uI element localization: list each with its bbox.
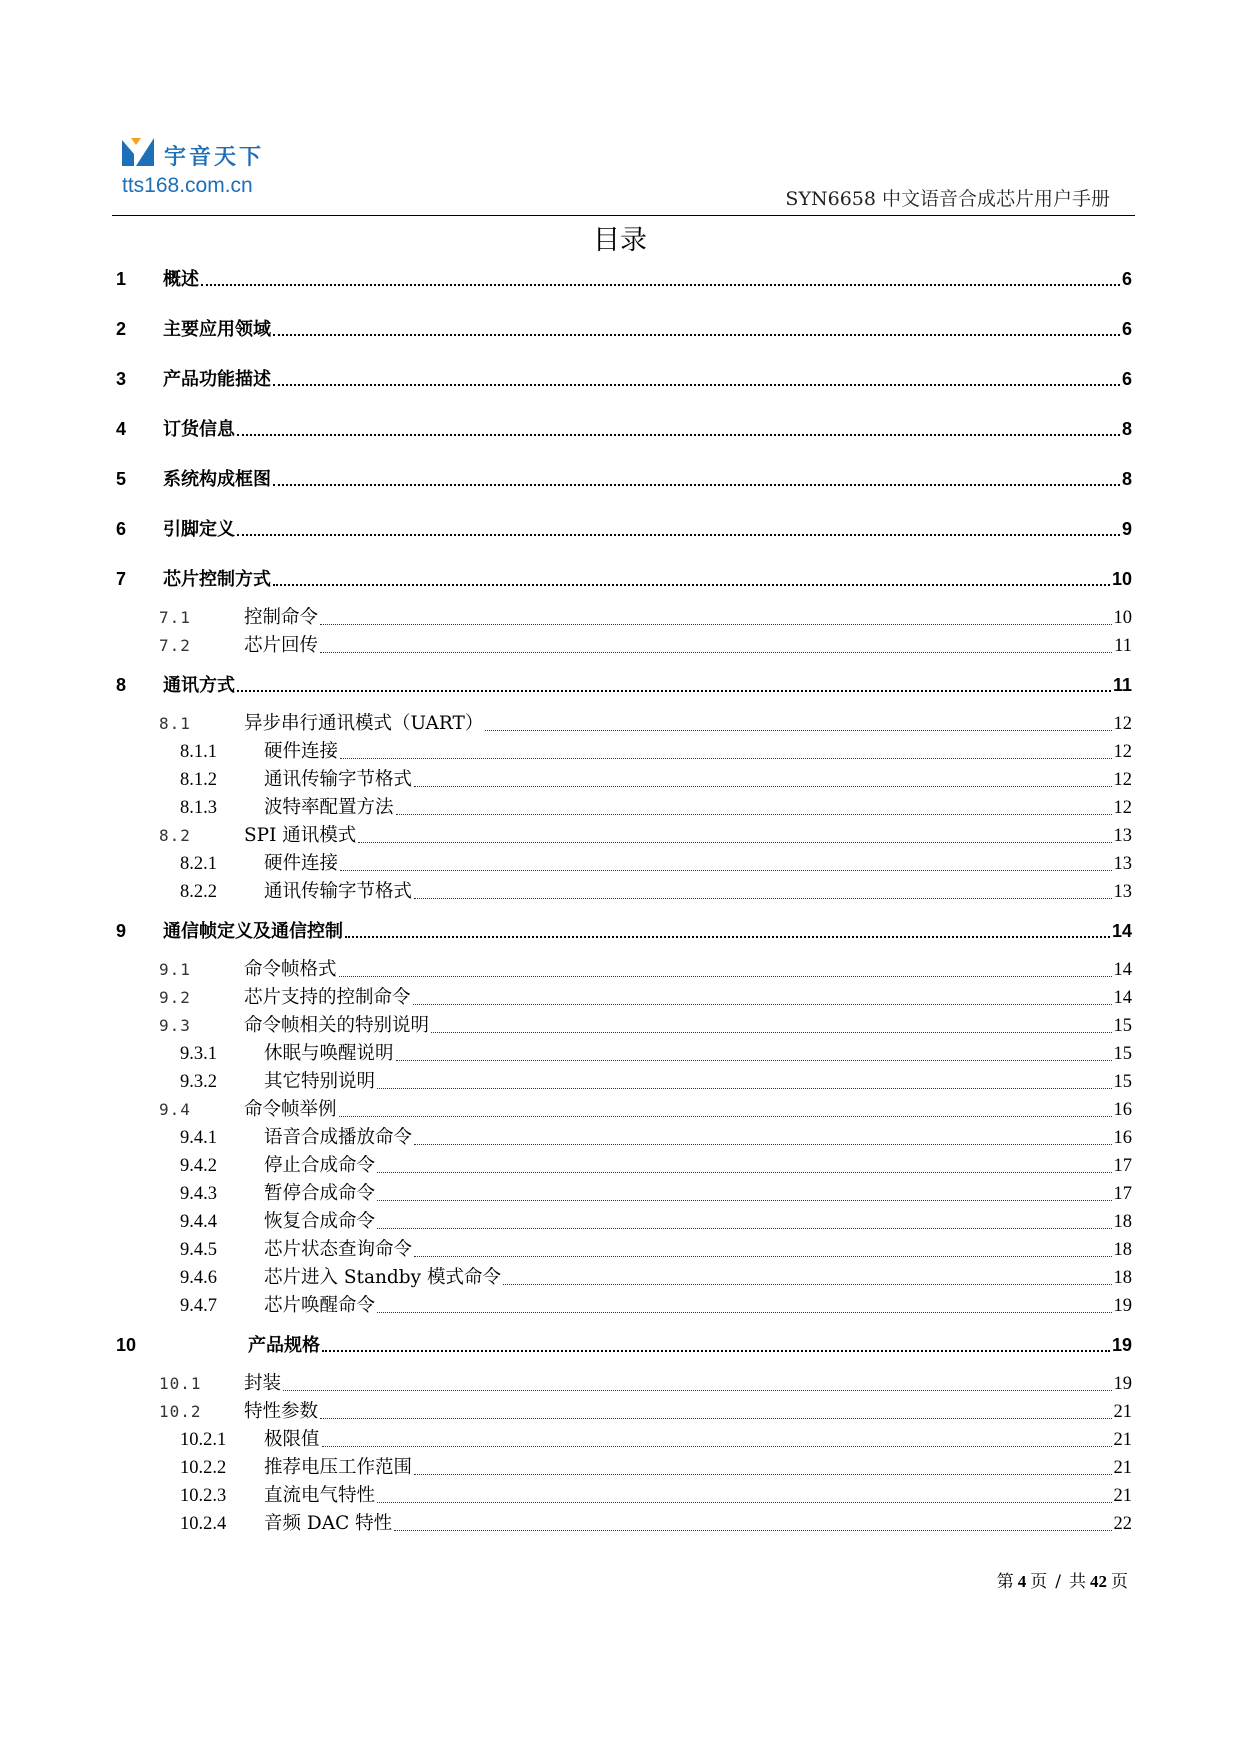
toc-entry-title: 芯片进入 Standby 模式命令 [264, 1267, 501, 1288]
toc-entry-page: 19 [1113, 1296, 1132, 1316]
toc-entry-title: 芯片状态查询命令 [264, 1239, 413, 1260]
toc-entry-page: 18 [1113, 1212, 1132, 1232]
toc-entry[interactable] [112, 1264, 1132, 1292]
toc-entry-page: 21 [1113, 1430, 1132, 1450]
toc-entry-number: 6 [116, 519, 127, 539]
toc-entry-title: 异步串行通讯模式（UART） [244, 713, 484, 734]
toc-entry-number: 10.2.1 [180, 1430, 227, 1450]
toc-entry-title: 概述 [163, 269, 199, 289]
toc-entry-title: 命令帧格式 [244, 959, 337, 980]
toc-dot-leader [414, 786, 1111, 787]
toc-entry[interactable] [112, 604, 1132, 632]
toc-entry-title: 极限值 [264, 1429, 320, 1450]
toc-entry[interactable] [112, 794, 1132, 822]
toc-entry-page: 12 [1113, 798, 1132, 818]
toc-entry[interactable] [112, 906, 1132, 956]
toc-entry-number: 9.3 [159, 1016, 191, 1035]
toc-entry[interactable] [112, 1398, 1132, 1426]
toc-entry-page: 19 [1113, 1374, 1132, 1394]
toc-dot-leader [414, 1144, 1111, 1145]
footer-total-pages: 42 [1090, 1572, 1107, 1591]
toc-entry[interactable] [112, 454, 1132, 504]
toc-entry-title: 暂停合成命令 [264, 1183, 376, 1204]
toc-entry[interactable] [112, 1180, 1132, 1208]
toc-dot-leader [377, 1200, 1111, 1201]
toc-dot-leader [273, 584, 1110, 586]
toc-entry-number: 7.2 [159, 636, 191, 655]
footer-sep: / [1055, 1572, 1061, 1592]
toc-entry-page: 13 [1113, 854, 1132, 874]
toc-entry-title: 命令帧相关的特别说明 [244, 1015, 430, 1036]
toc-dot-leader [320, 624, 1111, 625]
toc-entry-number: 8.1.3 [180, 798, 217, 818]
toc-entry-number: 9.2 [159, 988, 191, 1007]
toc-entry-number: 9.4.5 [180, 1240, 217, 1260]
toc-entry-title: 其它特别说明 [264, 1071, 376, 1092]
toc-entry[interactable] [112, 1292, 1132, 1320]
toc-entry-page: 6 [1121, 319, 1132, 339]
toc-entry-title: 芯片回传 [244, 635, 319, 656]
toc-entry-title: 恢复合成命令 [264, 1211, 376, 1232]
toc-entry-title: 引脚定义 [163, 519, 235, 539]
toc-entry-page: 19 [1111, 1335, 1132, 1355]
toc-entry-page: 21 [1113, 1458, 1132, 1478]
toc-entry-title: 芯片唤醒命令 [264, 1295, 376, 1316]
toc-entry-number: 1 [116, 269, 127, 289]
toc-entry[interactable] [112, 404, 1132, 454]
header-divider [112, 215, 1135, 216]
footer-mid: 页 [1030, 1572, 1048, 1592]
toc-dot-leader [377, 1088, 1111, 1089]
toc-entry-page: 15 [1113, 1044, 1132, 1064]
toc-dot-leader [283, 1390, 1111, 1391]
toc-entry-page: 13 [1113, 882, 1132, 902]
toc-entry-number: 10 [116, 1335, 137, 1355]
toc-entry-page: 12 [1113, 742, 1132, 762]
toc-entry-number: 8.2.2 [180, 882, 217, 902]
toc-entry-number: 9.4.7 [180, 1296, 217, 1316]
toc-entry-number: 9.4 [159, 1100, 191, 1119]
toc-dot-leader [201, 284, 1120, 286]
toc-entry[interactable] [112, 1426, 1132, 1454]
toc-entry-page: 11 [1112, 675, 1132, 695]
toc-entry-page: 8 [1121, 419, 1132, 439]
toc-dot-leader [320, 1418, 1111, 1419]
toc-entry-number: 10.2.2 [180, 1458, 227, 1478]
toc-entry[interactable] [112, 710, 1132, 738]
toc-entry-number: 9.4.1 [180, 1128, 217, 1148]
toc-entry-number: 4 [116, 419, 127, 439]
toc-dot-leader [377, 1228, 1111, 1229]
toc-entry-title: 产品功能描述 [163, 369, 271, 389]
footer-total-prefix: 共 [1069, 1572, 1086, 1592]
toc-entry-page: 14 [1113, 988, 1132, 1008]
toc-dot-leader [414, 1474, 1111, 1475]
toc-dot-leader [377, 1502, 1111, 1503]
toc-entry-page: 16 [1113, 1100, 1132, 1120]
toc-entry-title: 系统构成框图 [163, 469, 271, 489]
toc-entry-number: 10.2 [159, 1402, 202, 1421]
toc-entry[interactable] [112, 1040, 1132, 1068]
toc-entry-page: 10 [1111, 569, 1132, 589]
toc-dot-leader [273, 334, 1120, 336]
page-footer [993, 1567, 1132, 1592]
toc-entry-title: 芯片支持的控制命令 [244, 987, 411, 1008]
toc-entry-number: 8.1 [159, 714, 191, 733]
toc-entry[interactable] [112, 632, 1132, 660]
toc-entry-number: 5 [116, 469, 127, 489]
toc-entry-title: 通讯传输字节格式 [264, 881, 413, 902]
toc-dot-leader [431, 1032, 1111, 1033]
toc-entry[interactable] [112, 738, 1132, 766]
toc-entry-title: 通信帧定义及通信控制 [163, 921, 343, 941]
toc-entry-number: 8.1.2 [180, 770, 217, 790]
toc-entry[interactable] [112, 1152, 1132, 1180]
toc-dot-leader [339, 1116, 1112, 1117]
toc-entry-title: 主要应用领域 [163, 319, 271, 339]
toc-entry-page: 10 [1113, 608, 1132, 628]
toc-entry-number: 9.4.6 [180, 1268, 217, 1288]
toc-entry[interactable] [112, 354, 1132, 404]
toc-entry-title: 特性参数 [244, 1401, 319, 1422]
toc-entry-page: 14 [1111, 921, 1132, 941]
table-of-contents [112, 254, 1132, 1538]
toc-entry-title: 通讯方式 [163, 675, 235, 695]
toc-entry[interactable] [112, 1124, 1132, 1152]
toc-entry-page: 12 [1113, 714, 1132, 734]
footer-prefix: 第 [996, 1572, 1014, 1592]
toc-entry[interactable] [112, 1320, 1132, 1370]
toc-entry-page: 18 [1113, 1240, 1132, 1260]
toc-entry-number: 8 [116, 675, 127, 695]
logo-url: tts168.com.cn [122, 174, 253, 197]
toc-heading: 目录 [593, 225, 647, 256]
toc-entry-number: 9.3.2 [180, 1072, 217, 1092]
toc-entry-number: 8.2 [159, 826, 191, 845]
toc-dot-leader [396, 814, 1112, 815]
toc-entry-number: 10.2.3 [180, 1486, 227, 1506]
toc-entry-page: 6 [1121, 369, 1132, 389]
toc-entry[interactable] [112, 1236, 1132, 1264]
toc-entry-title: 波特率配置方法 [264, 797, 394, 818]
toc-entry-number: 8.2.1 [180, 854, 217, 874]
toc-entry-number: 8.1.1 [180, 742, 217, 762]
toc-entry-title: 封装 [244, 1373, 282, 1394]
toc-entry-page: 13 [1113, 826, 1132, 846]
toc-entry[interactable] [112, 1068, 1132, 1096]
toc-entry[interactable] [112, 1208, 1132, 1236]
logo-mark-icon [122, 138, 154, 168]
footer-suffix: 页 [1111, 1572, 1128, 1592]
toc-entry-title: 产品规格 [248, 1335, 320, 1355]
toc-entry[interactable] [112, 1370, 1132, 1398]
toc-entry[interactable] [112, 1012, 1132, 1040]
toc-entry-title: 命令帧举例 [244, 1099, 337, 1120]
toc-entry[interactable] [112, 956, 1132, 984]
toc-entry-title: 停止合成命令 [264, 1155, 376, 1176]
toc-entry[interactable] [112, 984, 1132, 1012]
toc-entry[interactable] [112, 1454, 1132, 1482]
toc-entry-page: 9 [1121, 519, 1132, 539]
toc-entry-page: 21 [1113, 1402, 1132, 1422]
toc-entry-number: 2 [116, 319, 127, 339]
toc-entry-page: 17 [1113, 1184, 1132, 1204]
toc-entry-page: 15 [1113, 1016, 1132, 1036]
toc-entry-number: 9.3.1 [180, 1044, 217, 1064]
footer-page-number: 4 [1017, 1572, 1027, 1591]
toc-dot-leader [340, 758, 1111, 759]
toc-entry-title: 通讯传输字节格式 [264, 769, 413, 790]
toc-entry-number: 3 [116, 369, 127, 389]
toc-dot-leader [339, 976, 1112, 977]
toc-entry-page: 12 [1113, 770, 1132, 790]
logo-text: 宇音天下 [164, 145, 265, 170]
toc-entry-title: 硬件连接 [264, 853, 339, 874]
toc-dot-leader [322, 1350, 1110, 1352]
toc-entry[interactable] [112, 850, 1132, 878]
toc-entry-number: 10.1 [159, 1374, 202, 1393]
toc-entry[interactable] [112, 1510, 1132, 1538]
toc-entry-number: 9.1 [159, 960, 191, 979]
toc-dot-leader [340, 870, 1111, 871]
toc-entry-title: 音频 DAC 特性 [264, 1513, 393, 1534]
toc-entry[interactable] [112, 1096, 1132, 1124]
toc-entry-number: 7 [116, 569, 127, 589]
toc-dot-leader [273, 484, 1120, 486]
toc-dot-leader [413, 1004, 1112, 1005]
toc-entry-title: 推荐电压工作范围 [264, 1457, 413, 1478]
toc-entry-title: 直流电气特性 [264, 1485, 376, 1506]
toc-dot-leader [377, 1172, 1111, 1173]
toc-dot-leader [414, 898, 1111, 899]
toc-dot-leader [377, 1312, 1111, 1313]
toc-entry-page: 15 [1113, 1072, 1132, 1092]
toc-entry[interactable] [112, 1482, 1132, 1510]
toc-entry-page: 6 [1121, 269, 1132, 289]
toc-entry[interactable] [112, 254, 1132, 304]
toc-dot-leader [273, 384, 1120, 386]
toc-entry-number: 9 [116, 921, 127, 941]
toc-entry-title: 芯片控制方式 [163, 569, 271, 589]
toc-entry[interactable] [112, 766, 1132, 794]
toc-entry-title: 订货信息 [163, 419, 235, 439]
toc-dot-leader [396, 1060, 1112, 1061]
toc-entry-page: 22 [1113, 1514, 1132, 1534]
toc-entry-page: 21 [1113, 1486, 1132, 1506]
document-title: SYN6658 中文语音合成芯片用户手册 [785, 188, 1110, 210]
toc-dot-leader [503, 1284, 1112, 1285]
toc-entry[interactable] [112, 554, 1132, 604]
toc-entry-title: 控制命令 [244, 607, 319, 628]
toc-dot-leader [345, 936, 1110, 938]
toc-entry-title: SPI 通讯模式 [244, 825, 357, 846]
toc-dot-leader [394, 1530, 1111, 1531]
toc-entry-page: 16 [1113, 1128, 1132, 1148]
toc-entry-number: 9.4.2 [180, 1156, 217, 1176]
toc-entry[interactable] [112, 822, 1132, 850]
toc-entry-page: 14 [1113, 960, 1132, 980]
toc-dot-leader [237, 534, 1120, 536]
toc-entry-number: 9.4.4 [180, 1212, 217, 1232]
toc-entry-title: 语音合成播放命令 [264, 1127, 413, 1148]
toc-entry-page: 8 [1121, 469, 1132, 489]
toc-entry-title: 休眠与唤醒说明 [264, 1043, 394, 1064]
toc-entry-number: 10.2.4 [180, 1514, 227, 1534]
toc-dot-leader [237, 434, 1120, 436]
toc-dot-leader [485, 730, 1111, 731]
toc-entry[interactable] [112, 504, 1132, 554]
toc-dot-leader [237, 690, 1111, 692]
toc-entry-number: 9.4.3 [180, 1184, 217, 1204]
toc-entry-number: 7.1 [159, 608, 191, 627]
toc-entry-page: 17 [1113, 1156, 1132, 1176]
toc-dot-leader [358, 842, 1111, 843]
toc-entry[interactable] [112, 660, 1132, 710]
toc-dot-leader [414, 1256, 1111, 1257]
toc-entry-title: 硬件连接 [264, 741, 339, 762]
toc-entry-page: 11 [1114, 636, 1132, 656]
toc-entry[interactable] [112, 304, 1132, 354]
toc-entry[interactable] [112, 878, 1132, 906]
toc-entry-page: 18 [1113, 1268, 1132, 1288]
toc-dot-leader [320, 652, 1112, 653]
toc-dot-leader [322, 1446, 1112, 1447]
